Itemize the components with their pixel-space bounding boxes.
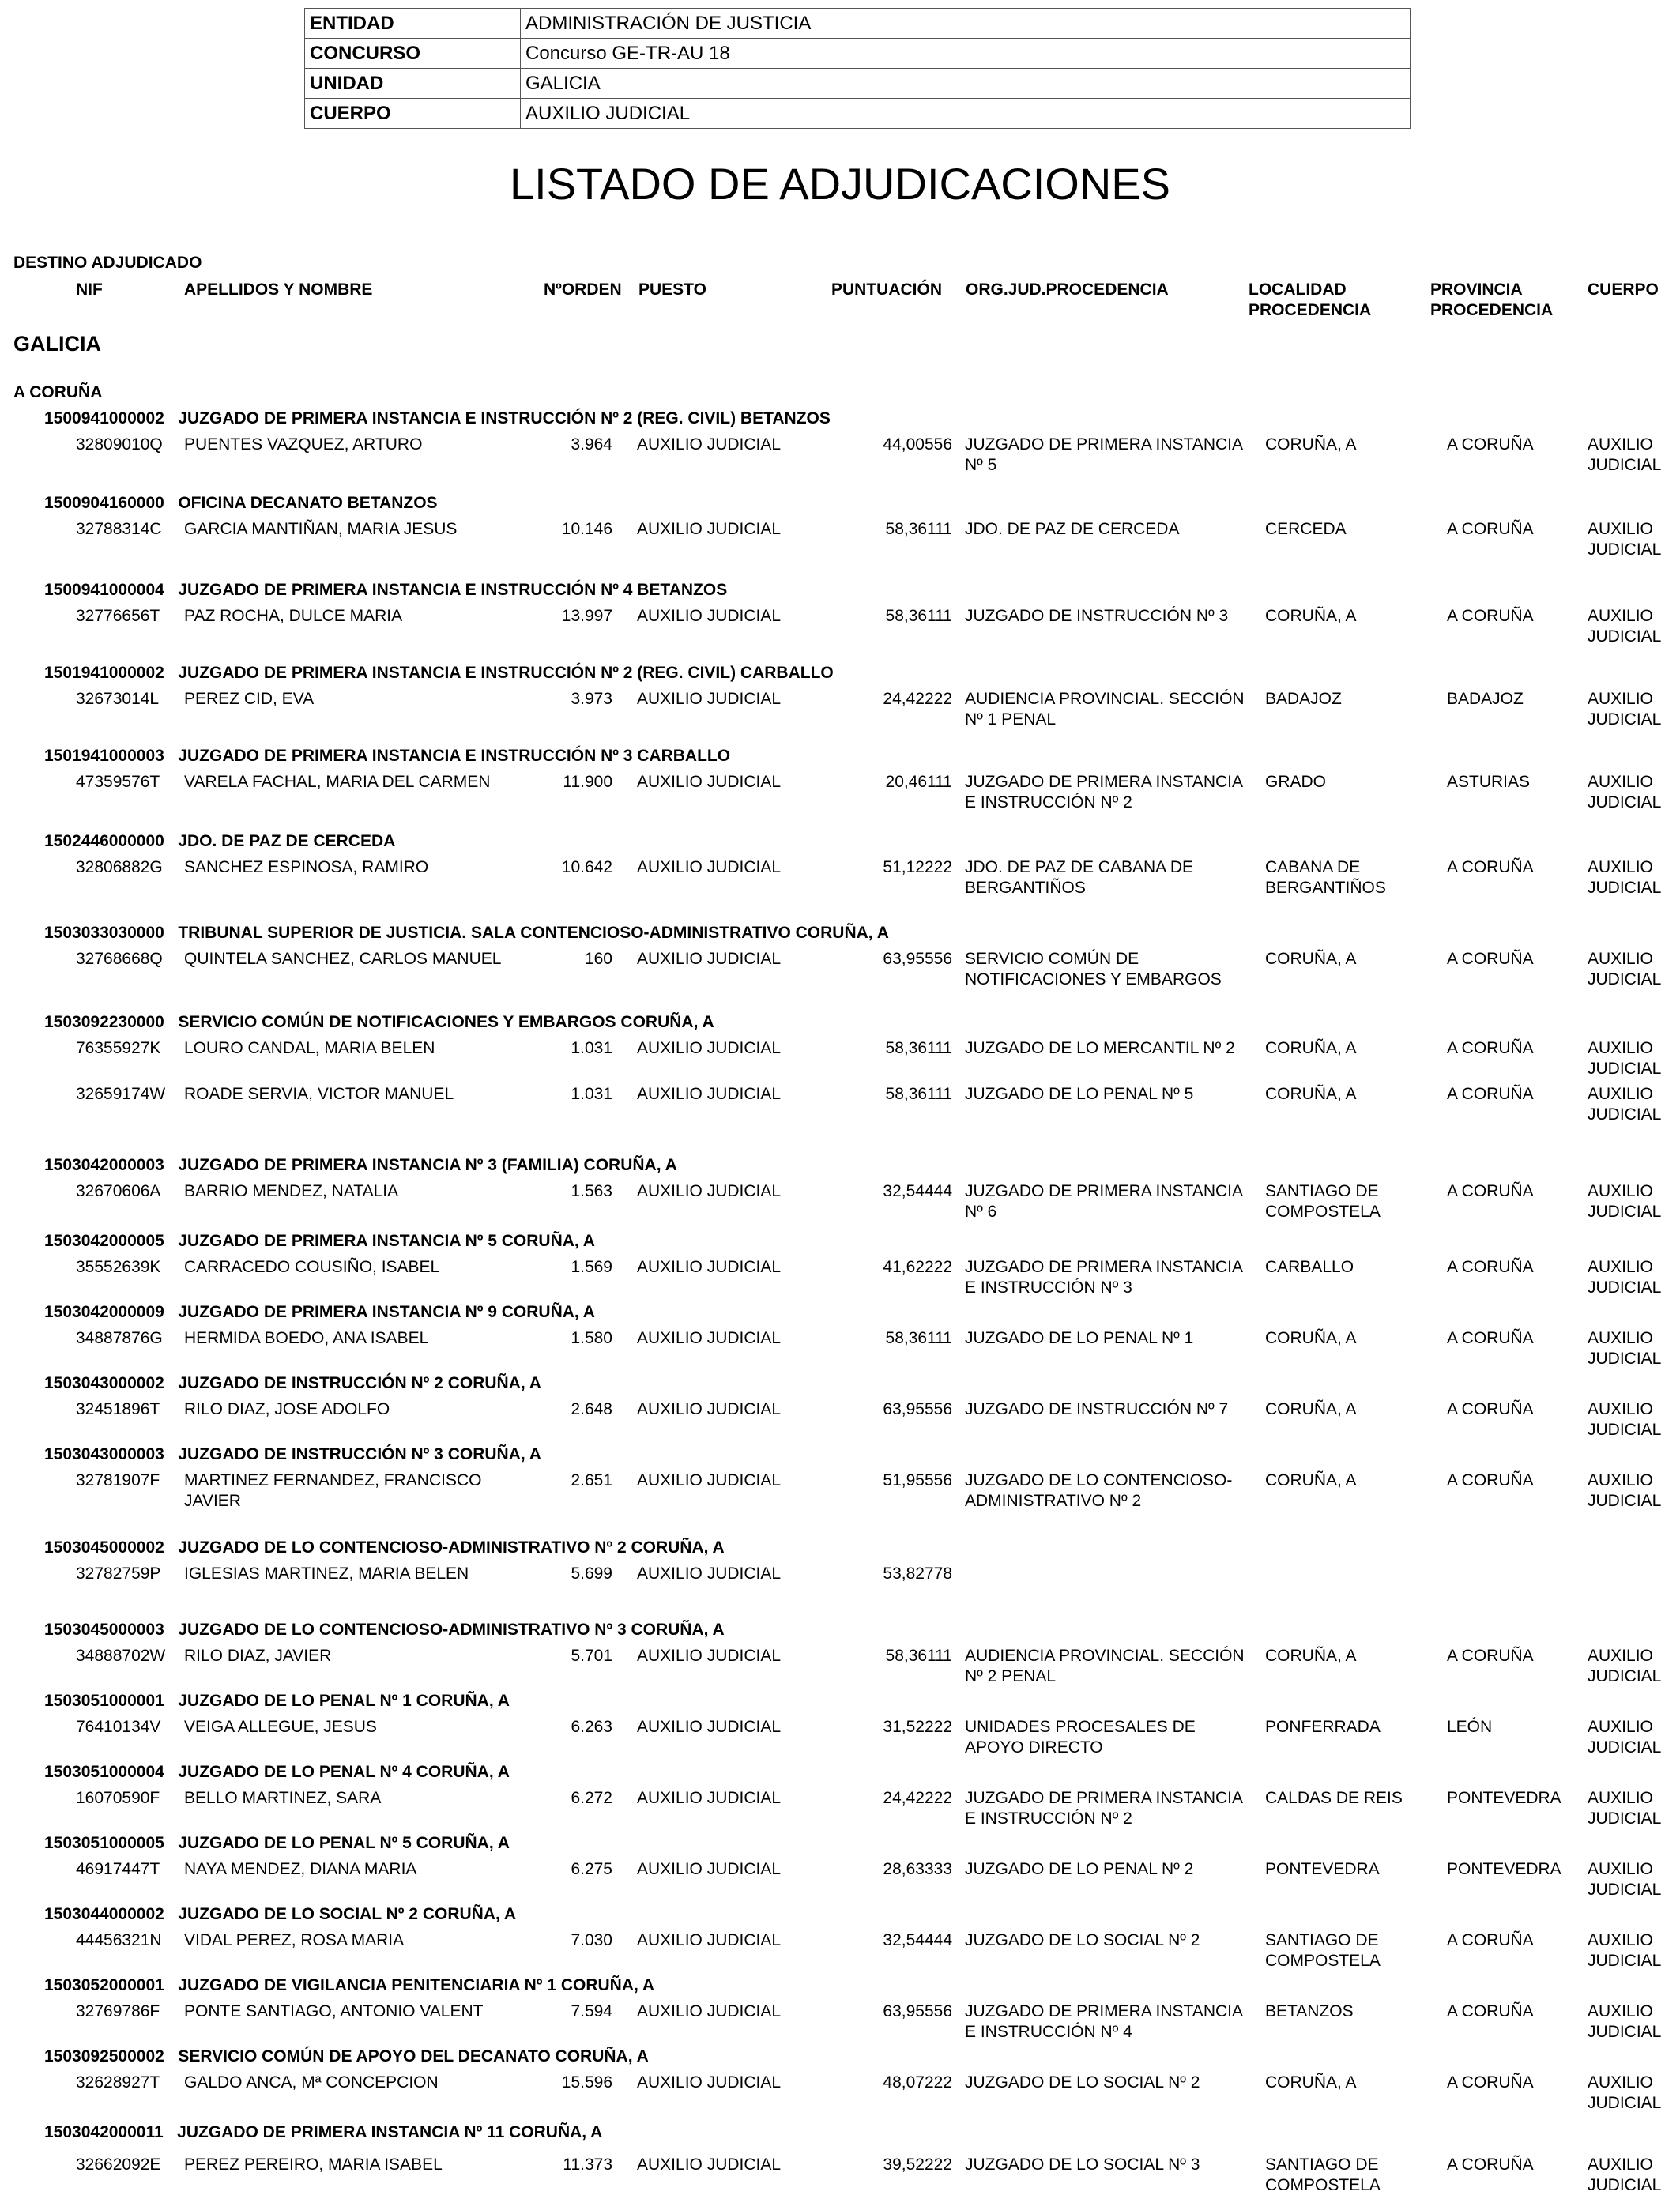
cell-orden: 11.373	[563, 2156, 612, 2174]
cell-loc: CORUÑA, A	[1265, 607, 1357, 625]
header-value: GALICIA	[521, 69, 1411, 99]
destination-heading: 1503042000011 JUZGADO DE PRIMERA INSTANCIA Nº 11 CORUÑA, A	[44, 2123, 603, 2141]
table-row	[0, 1399, 1680, 1444]
cell-puesto: AUXILIO JUDICIAL	[637, 858, 782, 876]
cell-prov: BADAJOZ	[1447, 690, 1524, 708]
cell-loc: SANTIAGO DE COMPOSTELA	[1265, 1931, 1381, 1970]
cell-prov: ASTURIAS	[1447, 773, 1531, 791]
cell-prov: A CORUÑA	[1447, 950, 1534, 968]
cell-cuerpo: AUXILIO JUDICIAL	[1588, 1085, 1662, 1124]
table-row	[0, 1181, 1680, 1226]
header-value: Concurso GE-TR-AU 18	[521, 39, 1411, 69]
destination-heading: 1503042000009 JUZGADO DE PRIMERA INSTANCIA Nº 9 CORUÑA, A	[44, 1303, 595, 1321]
cell-puesto: AUXILIO JUDICIAL	[637, 1565, 782, 1583]
cell-nombre: BARRIO MENDEZ, NATALIA	[184, 1182, 399, 1200]
table-row	[0, 2073, 1680, 2117]
header-key: CUERPO	[305, 99, 521, 129]
cell-orden: 1.031	[571, 1039, 612, 1057]
col-localidad-1: LOCALIDAD	[1249, 281, 1347, 299]
cell-prov: A CORUÑA	[1447, 1329, 1534, 1347]
cell-puesto: AUXILIO JUDICIAL	[637, 435, 782, 454]
cell-nombre: GALDO ANCA, Mª CONCEPCION	[184, 2073, 439, 2092]
cell-nif: 32670606A	[76, 1182, 161, 1200]
cell-puesto: AUXILIO JUDICIAL	[637, 2073, 782, 2092]
cell-puesto: AUXILIO JUDICIAL	[637, 607, 782, 625]
cell-prov: A CORUÑA	[1447, 1471, 1534, 1489]
cell-nombre: PEREZ CID, EVA	[184, 690, 315, 708]
col-org: ORG.JUD.PROCEDENCIA	[966, 281, 1169, 299]
cell-puesto: AUXILIO JUDICIAL	[637, 1471, 782, 1489]
cell-orden: 6.275	[571, 1860, 612, 1878]
header-row	[305, 39, 1411, 69]
table-row	[0, 772, 1680, 816]
cell-org: SERVICIO COMÚN DE NOTIFICACIONES Y EMBARGOS	[965, 950, 1222, 988]
cell-prov: A CORUÑA	[1447, 1182, 1534, 1200]
cell-orden: 7.030	[571, 1931, 612, 1949]
cell-nif: 32782759P	[76, 1565, 161, 1583]
cell-nif: 46917447T	[76, 1860, 160, 1878]
cell-prov: A CORUÑA	[1447, 1647, 1534, 1665]
cell-orden: 10.146	[561, 520, 612, 538]
cell-prov: A CORUÑA	[1447, 2156, 1534, 2174]
col-puntuacion: PUNTUACIÓN	[831, 281, 942, 299]
cell-nombre: GARCIA MANTIÑAN, MARIA JESUS	[184, 520, 458, 538]
cell-loc: CORUÑA, A	[1265, 1329, 1357, 1347]
header-key: UNIDAD	[305, 69, 521, 99]
destination-heading: 1500941000004 JUZGADO DE PRIMERA INSTANCIA E INSTRUCCIÓN Nº 4 BETANZOS	[44, 581, 728, 599]
destination-heading: 1500904160000 OFICINA DECANATO BETANZOS	[44, 494, 438, 512]
cell-punt: 48,07222	[883, 2073, 952, 2092]
cell-loc: CORUÑA, A	[1265, 1085, 1357, 1103]
destination-heading: 1503051000004 JUZGADO DE LO PENAL Nº 4 CORUÑA, A	[44, 1763, 510, 1781]
cell-cuerpo: AUXILIO JUDICIAL	[1588, 435, 1662, 474]
cell-cuerpo: AUXILIO JUDICIAL	[1588, 1400, 1662, 1439]
cell-punt: 58,36111	[885, 1329, 952, 1347]
cell-loc: BETANZOS	[1265, 2002, 1354, 2020]
cell-nombre: CARRACEDO COUSIÑO, ISABEL	[184, 1258, 440, 1276]
header-key: ENTIDAD	[305, 9, 521, 39]
col-nif: NIF	[76, 281, 103, 299]
table-row	[0, 1038, 1680, 1083]
cell-nombre: RILO DIAZ, JOSE ADOLFO	[184, 1400, 390, 1418]
table-row	[0, 1328, 1680, 1372]
cell-loc: CORUÑA, A	[1265, 1647, 1357, 1665]
cell-cuerpo: AUXILIO JUDICIAL	[1588, 1860, 1662, 1899]
cell-nombre: PAZ ROCHA, DULCE MARIA	[184, 607, 403, 625]
cell-puesto: AUXILIO JUDICIAL	[637, 1789, 782, 1807]
cell-punt: 24,42222	[883, 1789, 952, 1807]
cell-prov: A CORUÑA	[1447, 858, 1534, 876]
table-row	[0, 1646, 1680, 1690]
cell-org: JUZGADO DE INSTRUCCIÓN Nº 7	[965, 1400, 1229, 1418]
cell-punt: 28,63333	[883, 1860, 952, 1878]
cell-puesto: AUXILIO JUDICIAL	[637, 1931, 782, 1949]
table-row	[0, 689, 1680, 733]
cell-punt: 31,52222	[883, 1718, 952, 1736]
cell-punt: 24,42222	[883, 690, 952, 708]
cell-orden: 1.563	[571, 1182, 612, 1200]
cell-nombre: MARTINEZ FERNANDEZ, FRANCISCO JAVIER	[184, 1471, 482, 1510]
cell-prov: A CORUÑA	[1447, 607, 1534, 625]
cell-nombre: ROADE SERVIA, VICTOR MANUEL	[184, 1085, 454, 1103]
cell-orden: 11.900	[563, 773, 612, 791]
cell-puesto: AUXILIO JUDICIAL	[637, 1182, 782, 1200]
cell-nif: 32809010Q	[76, 435, 163, 454]
cell-prov: A CORUÑA	[1447, 2073, 1534, 2092]
cell-loc: CARBALLO	[1265, 1258, 1354, 1276]
cell-punt: 44,00556	[883, 435, 952, 454]
table-row	[0, 1257, 1680, 1301]
cell-prov: A CORUÑA	[1447, 1039, 1534, 1057]
cell-orden: 15.596	[561, 2073, 612, 2092]
cell-prov: PONTEVEDRA	[1447, 1789, 1561, 1807]
cell-loc: BADAJOZ	[1265, 690, 1342, 708]
cell-punt: 58,36111	[885, 607, 952, 625]
cell-puesto: AUXILIO JUDICIAL	[637, 2156, 782, 2174]
destination-heading: 1503092230000 SERVICIO COMÚN DE NOTIFICACIONES Y EMBARGOS CORUÑA, A	[44, 1013, 714, 1031]
col-destino: DESTINO ADJUDICADO	[13, 254, 202, 272]
destination-heading: 1503051000001 JUZGADO DE LO PENAL Nº 1 CORUÑA, A	[44, 1692, 510, 1710]
destination-heading: 1500941000002 JUZGADO DE PRIMERA INSTANCIA E INSTRUCCIÓN Nº 2 (REG. CIVIL) BETANZOS	[44, 409, 831, 427]
cell-nombre: HERMIDA BOEDO, ANA ISABEL	[184, 1329, 429, 1347]
table-row	[0, 1564, 1680, 1608]
header-value: AUXILIO JUDICIAL	[521, 99, 1411, 129]
cell-loc: SANTIAGO DE COMPOSTELA	[1265, 2156, 1381, 2194]
cell-puesto: AUXILIO JUDICIAL	[637, 520, 782, 538]
cell-punt: 32,54444	[883, 1182, 952, 1200]
cell-orden: 2.651	[571, 1471, 612, 1489]
cell-cuerpo: AUXILIO JUDICIAL	[1588, 607, 1662, 646]
cell-orden: 1.031	[571, 1085, 612, 1103]
cell-punt: 39,52222	[883, 2156, 952, 2174]
cell-prov: A CORUÑA	[1447, 2002, 1534, 2020]
destination-heading: 1501941000003 JUZGADO DE PRIMERA INSTANCIA E INSTRUCCIÓN Nº 3 CARBALLO	[44, 747, 731, 765]
cell-org: JUZGADO DE LO MERCANTIL Nº 2	[965, 1039, 1235, 1057]
cell-orden: 5.701	[571, 1647, 612, 1665]
cell-org: JUZGADO DE LO PENAL Nº 1	[965, 1329, 1194, 1347]
cell-cuerpo: AUXILIO JUDICIAL	[1588, 773, 1662, 811]
destination-heading: 1503052000001 JUZGADO DE VIGILANCIA PENITENCIARIA Nº 1 CORUÑA, A	[44, 1976, 655, 1994]
cell-loc: CALDAS DE REIS	[1265, 1789, 1403, 1807]
cell-nombre: VIDAL PEREZ, ROSA MARIA	[184, 1931, 405, 1949]
cell-cuerpo: AUXILIO JUDICIAL	[1588, 1471, 1662, 1510]
header-row	[305, 99, 1411, 129]
cell-puesto: AUXILIO JUDICIAL	[637, 773, 782, 791]
destination-heading: 1503042000005 JUZGADO DE PRIMERA INSTANCIA Nº 5 CORUÑA, A	[44, 1232, 595, 1250]
cell-nombre: QUINTELA SANCHEZ, CARLOS MANUEL	[184, 950, 502, 968]
table-row	[0, 1930, 1680, 1975]
cell-punt: 63,95556	[883, 1400, 952, 1418]
col-localidad	[1249, 280, 1371, 321]
cell-orden: 10.642	[561, 858, 612, 876]
cell-loc: PONFERRADA	[1265, 1718, 1381, 1736]
table-row	[0, 1470, 1680, 1515]
cell-org: UNIDADES PROCESALES DE APOYO DIRECTO	[965, 1718, 1196, 1757]
header-value: ADMINISTRACIÓN DE JUSTICIA	[521, 9, 1411, 39]
table-row	[0, 857, 1680, 902]
cell-nif: 47359576T	[76, 773, 160, 791]
cell-puesto: AUXILIO JUDICIAL	[637, 1860, 782, 1878]
table-row	[0, 435, 1680, 479]
region-heading: GALICIA	[13, 332, 101, 356]
table-row	[0, 606, 1680, 650]
cell-puesto: AUXILIO JUDICIAL	[637, 2002, 782, 2020]
col-provincia-1: PROVINCIA	[1430, 281, 1523, 299]
cell-orden: 6.263	[571, 1718, 612, 1736]
cell-cuerpo: AUXILIO JUDICIAL	[1588, 1647, 1662, 1685]
cell-loc: CABANA DE BERGANTIÑOS	[1265, 858, 1386, 897]
cell-nif: 34888702W	[76, 1647, 166, 1665]
cell-nif: 32806882G	[76, 858, 163, 876]
cell-nif: 35552639K	[76, 1258, 161, 1276]
cell-nif: 32659174W	[76, 1085, 166, 1103]
cell-punt: 63,95556	[883, 950, 952, 968]
cell-prov: LEÓN	[1447, 1718, 1493, 1736]
cell-nombre: VEIGA ALLEGUE, JESUS	[184, 1718, 377, 1736]
cell-nif: 32769786F	[76, 2002, 160, 2020]
cell-prov: A CORUÑA	[1447, 1085, 1534, 1103]
cell-cuerpo: AUXILIO JUDICIAL	[1588, 690, 1662, 729]
cell-cuerpo: AUXILIO JUDICIAL	[1588, 1329, 1662, 1368]
cell-nombre: RILO DIAZ, JAVIER	[184, 1647, 332, 1665]
cell-cuerpo: AUXILIO JUDICIAL	[1588, 2073, 1662, 2112]
header-row	[305, 9, 1411, 39]
cell-nif: 32673014L	[76, 690, 160, 708]
cell-nombre: PEREZ PEREIRO, MARIA ISABEL	[184, 2156, 443, 2174]
cell-cuerpo: AUXILIO JUDICIAL	[1588, 1718, 1662, 1757]
table-row	[0, 2155, 1680, 2199]
cell-punt: 53,82778	[883, 1565, 952, 1583]
cell-nif: 32781907F	[76, 1471, 160, 1489]
cell-org: JUZGADO DE INSTRUCCIÓN Nº 3	[965, 607, 1229, 625]
cell-puesto: AUXILIO JUDICIAL	[637, 1400, 782, 1418]
cell-loc: CORUÑA, A	[1265, 1039, 1357, 1057]
table-row	[0, 1788, 1680, 1832]
cell-nif: 76410134V	[76, 1718, 161, 1736]
table-row	[0, 949, 1680, 993]
cell-org: JUZGADO DE PRIMERA INSTANCIA E INSTRUCCIÓN Nº 4	[965, 2002, 1242, 2041]
cell-cuerpo: AUXILIO JUDICIAL	[1588, 2156, 1662, 2194]
cell-cuerpo: AUXILIO JUDICIAL	[1588, 1789, 1662, 1828]
cell-prov: A CORUÑA	[1447, 435, 1534, 454]
cell-punt: 58,36111	[885, 1085, 952, 1103]
cell-org: JUZGADO DE PRIMERA INSTANCIA E INSTRUCCIÓN Nº 2	[965, 1789, 1242, 1828]
cell-org: JUZGADO DE LO SOCIAL Nº 2	[965, 1931, 1200, 1949]
province-heading: A CORUÑA	[13, 383, 103, 401]
cell-puesto: AUXILIO JUDICIAL	[637, 1085, 782, 1103]
cell-org: JUZGADO DE PRIMERA INSTANCIA E INSTRUCCIÓN Nº 2	[965, 773, 1242, 811]
cell-loc: GRADO	[1265, 773, 1327, 791]
cell-orden: 3.973	[571, 690, 612, 708]
cell-puesto: AUXILIO JUDICIAL	[637, 690, 782, 708]
cell-prov: PONTEVEDRA	[1447, 1860, 1561, 1878]
cell-loc: CORUÑA, A	[1265, 1400, 1357, 1418]
cell-punt: 32,54444	[883, 1931, 952, 1949]
cell-nif: 32768668Q	[76, 950, 163, 968]
cell-punt: 51,12222	[883, 858, 952, 876]
cell-punt: 63,95556	[883, 2002, 952, 2020]
table-row	[0, 1717, 1680, 1761]
header-key: CONCURSO	[305, 39, 521, 69]
cell-puesto: AUXILIO JUDICIAL	[637, 1039, 782, 1057]
destination-heading: 1503043000002 JUZGADO DE INSTRUCCIÓN Nº 2 CORUÑA, A	[44, 1374, 541, 1392]
cell-nif: 44456321N	[76, 1931, 162, 1949]
cell-nombre: VARELA FACHAL, MARIA DEL CARMEN	[184, 773, 491, 791]
cell-org: JUZGADO DE LO PENAL Nº 2	[965, 1860, 1194, 1878]
cell-org: JDO. DE PAZ DE CERCEDA	[965, 520, 1180, 538]
cell-org: AUDIENCIA PROVINCIAL. SECCIÓN Nº 2 PENAL	[965, 1647, 1245, 1685]
destination-heading: 1503033030000 TRIBUNAL SUPERIOR DE JUSTICIA. SALA CONTENCIOSO-ADMINISTRATIVO CORUÑA, A	[44, 924, 889, 942]
cell-nombre: NAYA MENDEZ, DIANA MARIA	[184, 1860, 417, 1878]
cell-loc: CORUÑA, A	[1265, 950, 1357, 968]
cell-cuerpo: AUXILIO JUDICIAL	[1588, 1182, 1662, 1221]
cell-loc: SANTIAGO DE COMPOSTELA	[1265, 1182, 1381, 1221]
cell-nif: 32776656T	[76, 607, 160, 625]
cell-punt: 58,36111	[885, 520, 952, 538]
cell-prov: A CORUÑA	[1447, 1258, 1534, 1276]
destination-heading: 1501941000002 JUZGADO DE PRIMERA INSTANCIA E INSTRUCCIÓN Nº 2 (REG. CIVIL) CARBALLO	[44, 664, 834, 682]
cell-loc: CORUÑA, A	[1265, 1471, 1357, 1489]
cell-orden: 1.580	[571, 1329, 612, 1347]
destination-heading: 1503042000003 JUZGADO DE PRIMERA INSTANCIA Nº 3 (FAMILIA) CORUÑA, A	[44, 1156, 677, 1174]
cell-org: JUZGADO DE LO SOCIAL Nº 3	[965, 2156, 1200, 2174]
cell-nif: 76355927K	[76, 1039, 161, 1057]
col-provincia	[1430, 280, 1553, 321]
cell-cuerpo: AUXILIO JUDICIAL	[1588, 520, 1662, 559]
destination-heading: 1503044000002 JUZGADO DE LO SOCIAL Nº 2 CORUÑA, A	[44, 1905, 517, 1923]
cell-loc: CERCEDA	[1265, 520, 1347, 538]
cell-puesto: AUXILIO JUDICIAL	[637, 1718, 782, 1736]
cell-nombre: LOURO CANDAL, MARIA BELEN	[184, 1039, 435, 1057]
cell-nombre: BELLO MARTINEZ, SARA	[184, 1789, 382, 1807]
cell-cuerpo: AUXILIO JUDICIAL	[1588, 950, 1662, 988]
destination-heading: 1503051000005 JUZGADO DE LO PENAL Nº 5 CORUÑA, A	[44, 1834, 510, 1852]
cell-nombre: PONTE SANTIAGO, ANTONIO VALENT	[184, 2002, 484, 2020]
cell-orden: 160	[584, 950, 612, 968]
cell-nombre: PUENTES VAZQUEZ, ARTURO	[184, 435, 423, 454]
destination-heading: 1502446000000 JDO. DE PAZ DE CERCEDA	[44, 832, 396, 850]
cell-nif: 16070590F	[76, 1789, 160, 1807]
cell-org: JUZGADO DE PRIMERA INSTANCIA E INSTRUCCIÓN Nº 3	[965, 1258, 1242, 1297]
header-row	[305, 69, 1411, 99]
cell-cuerpo: AUXILIO JUDICIAL	[1588, 2002, 1662, 2041]
cell-cuerpo: AUXILIO JUDICIAL	[1588, 1039, 1662, 1078]
cell-punt: 51,95556	[883, 1471, 952, 1489]
cell-nif: 32628927T	[76, 2073, 160, 2092]
col-nombre: APELLIDOS Y NOMBRE	[184, 281, 373, 299]
cell-punt: 58,36111	[885, 1039, 952, 1057]
cell-cuerpo: AUXILIO JUDICIAL	[1588, 1258, 1662, 1297]
col-cuerpo: CUERPO	[1588, 281, 1659, 299]
cell-punt: 41,62222	[883, 1258, 952, 1276]
cell-punt: 20,46111	[885, 773, 952, 791]
cell-nif: 34887876G	[76, 1329, 163, 1347]
col-puesto: PUESTO	[638, 281, 706, 299]
cell-nombre: SANCHEZ ESPINOSA, RAMIRO	[184, 858, 429, 876]
header-table	[304, 8, 1411, 129]
cell-nombre: IGLESIAS MARTINEZ, MARIA BELEN	[184, 1565, 469, 1583]
cell-orden: 13.997	[561, 607, 612, 625]
cell-org: JDO. DE PAZ DE CABANA DE BERGANTIÑOS	[965, 858, 1194, 897]
cell-org: JUZGADO DE PRIMERA INSTANCIA Nº 6	[965, 1182, 1242, 1221]
cell-loc: PONTEVEDRA	[1265, 1860, 1380, 1878]
cell-org: JUZGADO DE LO CONTENCIOSO-ADMINISTRATIVO Nº 2	[965, 1471, 1233, 1510]
cell-puesto: AUXILIO JUDICIAL	[637, 1329, 782, 1347]
cell-nif: 32662092E	[76, 2156, 161, 2174]
cell-cuerpo: AUXILIO JUDICIAL	[1588, 1931, 1662, 1970]
cell-cuerpo: AUXILIO JUDICIAL	[1588, 858, 1662, 897]
cell-loc: CORUÑA, A	[1265, 435, 1357, 454]
cell-prov: A CORUÑA	[1447, 1931, 1534, 1949]
destination-heading: 1503043000003 JUZGADO DE INSTRUCCIÓN Nº 3 CORUÑA, A	[44, 1445, 541, 1463]
cell-orden: 2.648	[571, 1400, 612, 1418]
destination-heading: 1503045000003 JUZGADO DE LO CONTENCIOSO-ADMINISTRATIVO Nº 3 CORUÑA, A	[44, 1621, 725, 1639]
col-provincia-2: PROCEDENCIA	[1430, 301, 1554, 319]
cell-orden: 1.569	[571, 1258, 612, 1276]
cell-org: JUZGADO DE PRIMERA INSTANCIA Nº 5	[965, 435, 1242, 474]
cell-orden: 5.699	[571, 1565, 612, 1583]
table-row	[0, 519, 1680, 563]
cell-puesto: AUXILIO JUDICIAL	[637, 1647, 782, 1665]
cell-orden: 6.272	[571, 1789, 612, 1807]
cell-orden: 7.594	[571, 2002, 612, 2020]
destination-heading: 1503092500002 SERVICIO COMÚN DE APOYO DEL DECANATO CORUÑA, A	[44, 2047, 649, 2065]
table-row	[0, 2001, 1680, 2046]
cell-punt: 58,36111	[885, 1647, 952, 1665]
cell-nif: 32451896T	[76, 1400, 160, 1418]
cell-org: JUZGADO DE LO PENAL Nº 5	[965, 1085, 1194, 1103]
cell-nif: 32788314C	[76, 520, 162, 538]
cell-puesto: AUXILIO JUDICIAL	[637, 1258, 782, 1276]
col-localidad-2: PROCEDENCIA	[1249, 301, 1372, 319]
page-title: LISTADO DE ADJUDICACIONES	[509, 159, 1170, 209]
cell-org: JUZGADO DE LO SOCIAL Nº 2	[965, 2073, 1200, 2092]
table-row	[0, 1084, 1680, 1128]
cell-orden: 3.964	[571, 435, 612, 454]
col-orden: NºORDEN	[544, 281, 622, 299]
table-row	[0, 1859, 1680, 1903]
cell-puesto: AUXILIO JUDICIAL	[637, 950, 782, 968]
cell-org: AUDIENCIA PROVINCIAL. SECCIÓN Nº 1 PENAL	[965, 690, 1245, 729]
destination-heading: 1503045000002 JUZGADO DE LO CONTENCIOSO-ADMINISTRATIVO Nº 2 CORUÑA, A	[44, 1538, 725, 1557]
cell-prov: A CORUÑA	[1447, 520, 1534, 538]
cell-prov: A CORUÑA	[1447, 1400, 1534, 1418]
cell-loc: CORUÑA, A	[1265, 2073, 1357, 2092]
